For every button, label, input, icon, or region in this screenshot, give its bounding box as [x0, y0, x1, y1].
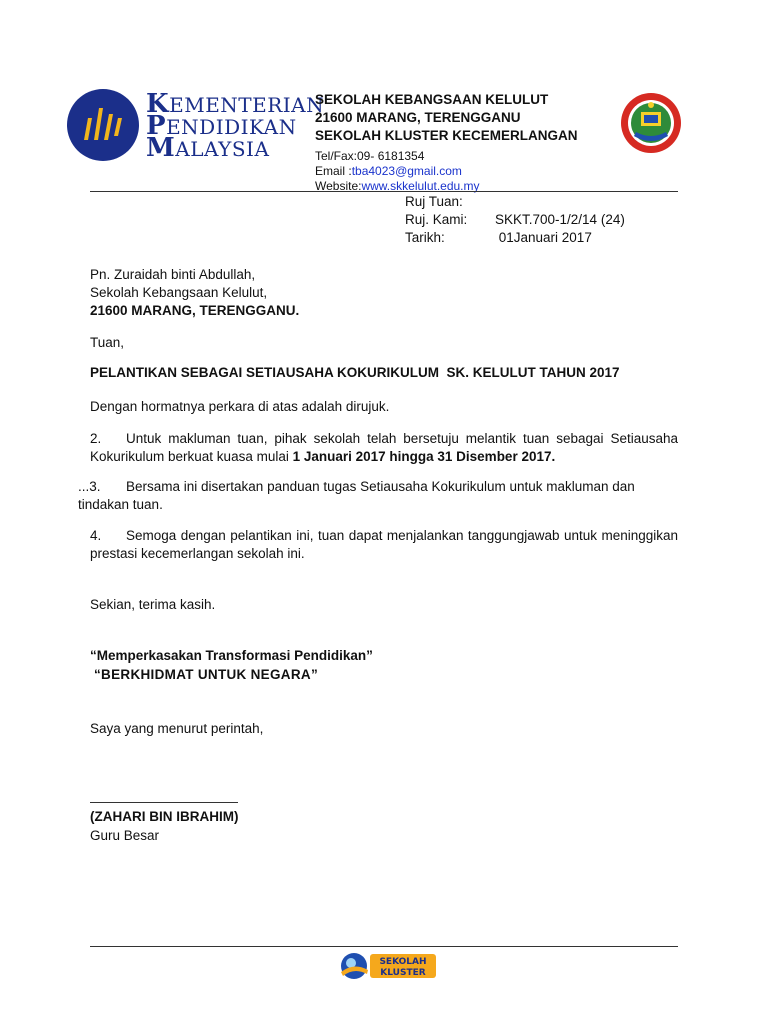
kpm-line-1: KEMENTERIAN [146, 89, 325, 119]
kpm-line-3: MALAYSIA [146, 133, 270, 163]
school-website-row: Website:www.skkelulut.edu.my [315, 179, 480, 193]
sekolah-kluster-logo [338, 950, 438, 982]
signatory-name: (ZAHARI BIN IBRAHIM) [90, 809, 239, 824]
school-name: SEKOLAH KEBANGSAAN KELULUT [315, 92, 549, 107]
school-email-row: Email :tba4023@gmail.com [315, 164, 462, 178]
salutation: Tuan, [90, 335, 125, 350]
footer-divider [90, 946, 678, 947]
signature-line [90, 802, 238, 803]
recipient-school: Sekolah Kebangsaan Kelulut, [90, 285, 268, 300]
opening-line: Dengan hormatnya perkara di atas adalah dirujuk. [90, 399, 390, 414]
recipient-block [90, 266, 678, 320]
closing-line: Sekian, terima kasih. [90, 597, 216, 612]
reference-block [405, 193, 675, 247]
recipient-address: 21600 MARANG, TERENGGANU. [90, 303, 300, 318]
school-website-link[interactable]: www.skkelulut.edu.my [361, 179, 480, 193]
motto-1: “Memperkasakan Transformasi Pendidikan” [90, 648, 373, 663]
paragraph-2: 2. Untuk makluman tuan, pihak sekolah telah bersetuju melantik tuan sebagai Setiausaha Kokurikulum berkuat kuasa mulai 1 Januari 2017 hingga 31 Disember 2017. [90, 431, 678, 464]
kluster-logo-line-2: KLUSTER [380, 968, 426, 978]
ruj-kami-row: Ruj. Kami: SKKT.700-1/2/14 (24) [405, 212, 625, 227]
letter-subject: PELANTIKAN SEBAGAI SETIAUSAHA KOKURIKULUM SK. KELULUT TAHUN 2017 [90, 365, 620, 380]
school-cluster: SEKOLAH KLUSTER KECEMERLANGAN [315, 128, 578, 143]
kpm-line-2: PENDIDIKAN [146, 111, 297, 141]
kluster-logo-line-1: SEKOLAH [379, 957, 427, 967]
paragraph-4: 4. Semoga dengan pelantikan ini, tuan dapat menjalankan tanggungjawab untuk meninggikan prestasi kecemerlangan sekolah ini. [90, 528, 678, 561]
school-letterhead [315, 91, 615, 194]
school-crest-icon [620, 92, 682, 154]
school-address: 21600 MARANG, TERENGGANU [315, 110, 521, 125]
school-tel: Tel/Fax:09- 6181354 [315, 149, 425, 163]
tarikh-row: Tarikh: 01Januari 2017 [405, 230, 592, 245]
motto-2: “BERKHIDMAT UNTUK NEGARA” [94, 667, 318, 682]
recipient-name: Pn. Zuraidah binti Abdullah, [90, 267, 256, 282]
kpm-emblem-icon [66, 88, 140, 162]
paragraph-3: ...3. Bersama ini disertakan panduan tugas Setiausaha Kokurikulum untuk makluman dan tindakan tuan. [78, 479, 635, 512]
school-email-link[interactable]: tba4023@gmail.com [351, 164, 462, 178]
command-line: Saya yang menurut perintah, [90, 721, 264, 736]
kpm-wordmark [146, 89, 325, 163]
ruj-tuan-row: Ruj Tuan: [405, 194, 463, 209]
header-divider [90, 191, 678, 192]
kpm-logo [66, 88, 325, 163]
signatory-title: Guru Besar [90, 828, 160, 843]
